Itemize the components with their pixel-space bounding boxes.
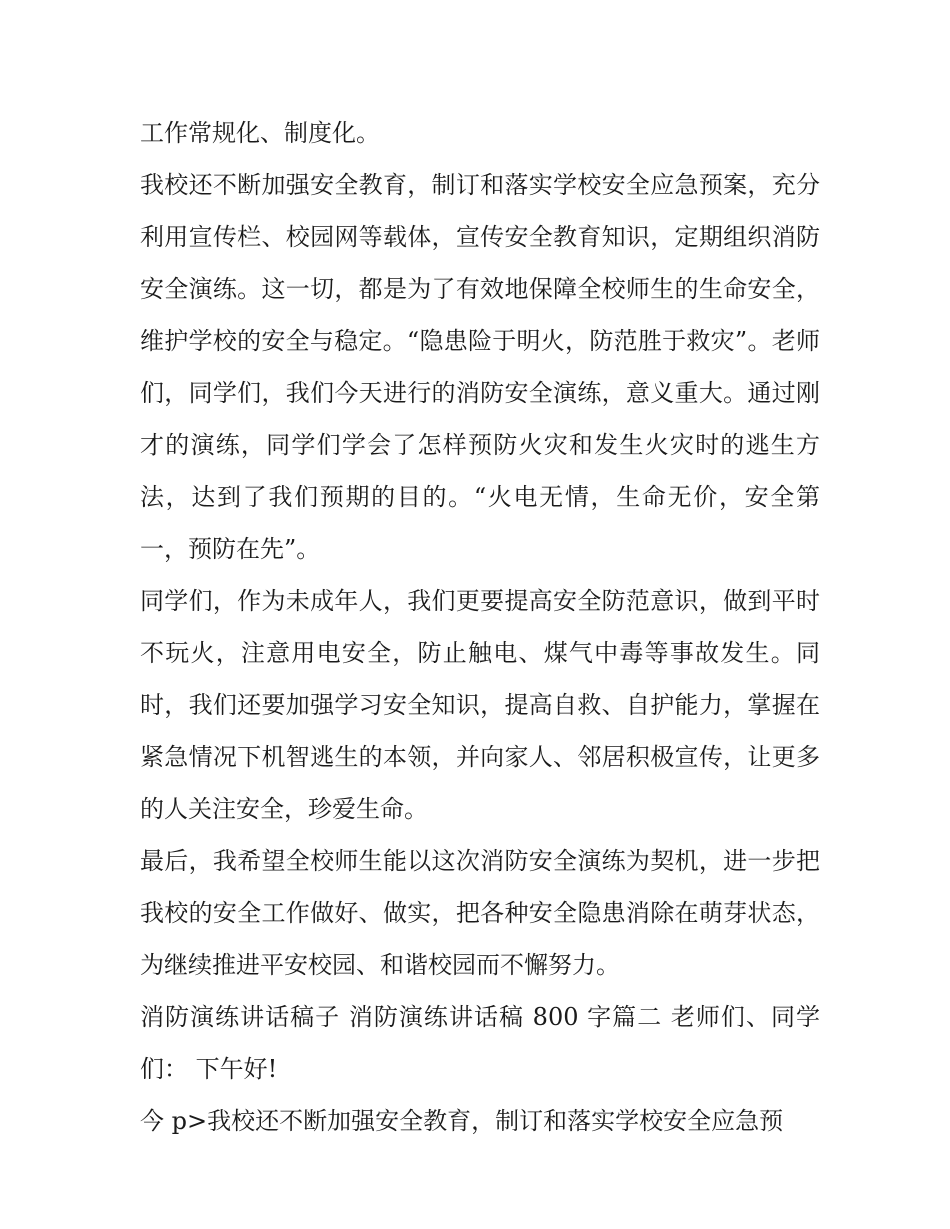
paragraph-work-regularization: 工作常规化、制度化。 [140, 119, 380, 147]
paragraph-closing-hope: 最后，我希望全校师生能以这次消防安全演练为契机，进一步把我校的安全工作做好、做实，把各种安全隐患消除在萌芽状态，为继续推进平安校园、和谐校园而不懈努力。 [140, 847, 820, 979]
paragraph-students-awareness: 同学们，作为未成年人，我们更要提高安全防范意识，做到平时不玩火，注意用电安全，防止触电、煤气中毒等事故发生。同时，我们还要加强学习安全知识，提高自救、自护能力，掌握在紧急情况下机智逃生的本领，并向家人、邻居积极宣传，让更多的人关注安全，珍爱生命。 [140, 587, 820, 823]
paragraph-safety-education: 我校还不断加强安全教育，制订和落实学校安全应急预案，充分利用宣传栏、校园网等载体，宣传安全教育知识，定期组织消防安全演练。这一切，都是为了有效地保障全校师生的生命安全，维护学校的安全与稳定。“隐患险于明火，防范胜于救灾”。老师们，同学们，我们今天进行的消防安全演练，意义重大。通过刚才的演练，同学们学会了怎样预防火灾和发生火灾时的逃生方法，达到了我们预期的目的。“火电无情，生命无价，安全第一，预防在先”。 [140, 171, 820, 563]
paragraph-speech-two-heading: 消防演练讲话稿子 消防演练讲话稿 800 字篇二 老师们、同学们： 下午好! [140, 1003, 820, 1083]
paragraph-speech-two-start: 今 p>我校还不断加强安全教育，制订和落实学校安全应急预 [140, 1107, 784, 1135]
document-body [140, 107, 820, 1147]
